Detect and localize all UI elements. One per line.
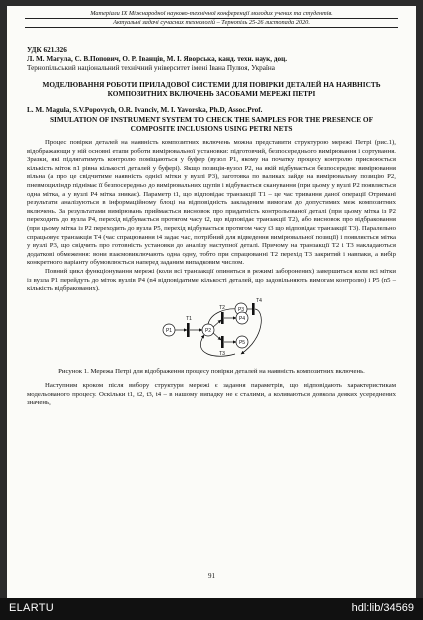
title-en: SIMULATION OF INSTRUMENT SYSTEM TO CHECK THE SAMPLES FOR THE PRESENCE OF COMPOSITE INCLUSIONS USING PETRI NETS [49,115,374,133]
paragraph-1: Процес повірки деталей на наявність композитних включень можна представити структурою мережі Петрі (рис.1), відображающи у ній основні етапи роботи вимірювальної установки: підготовчий, безпосереднього вимірювання і сортування. Зразки, які підлягатимуть контролю поміщаються у буфер (вузол Р1, якому на початку процесу контролю присвоюється кількість міток n1 рівна кількості деталей у буфері). Якщо позиція-вузол Р2, на якій відбувається безпосереднє вимірювання вільна (а про це свідчитиме наявність однієї мітки у вузлі Р3), заготовка по валиках зайде на вимірювальну позицію Р2, пневмоциліндр піднімає її безпосередньо до вимірювальних щупів і відбувається сканування (при цьому у вузлі Р2 появляється одна мітка, а у вузлі Р4 мітка зникає). Параметр t1, що відповідає транзакції Т1 – це час тривання даної операції Отримані результати аналізуються в інформаційному блоці на відповідність закладеним вимогам до допустимих меж композитних включень. За результатами вимірювань приймається висновок про придатність контрольованої деталі (при цьому мітка із Р2 переходить до вузла Р4, перехід відбувається протягом часу t2, що відповідає транзакції Т2), або висновок про відбраковання (при цьому мітка із Р2 переходить до вузла Р5, перехід відбувається протягом часу t3 що відповідає транзакції Т3). Паралельно спрацьовує транзакція Т4 (час спрацювання t4 задає час, потрібний для відведення вимірювальної позиції) і появляється мітка у вузлі Р3, що свідчить про готовність установки до аналізу наступної деталі. Причому на транзакції Т2 і Т3 накладаються додаткові обмеження: вони взаємовиключають одна одну, тобто при спрацюванні Т2 перехід Т3 закритий і навпаки, а вибір конкретного варіанту обумовлюється наперед заданим випадковим числом. [27,139,396,267]
petri-net-figure [27,298,396,364]
label-p5: P5 [238,339,246,346]
transition-t1 [187,323,190,337]
transition-t3 [221,336,224,348]
label-p2: P2 [204,327,212,334]
header-line-1: Матеріали ІХ Міжнародної науково-технічної конференції молодих учених та студентів. [25,10,398,19]
paragraph-2: Повний цикл функціонування мережі (коли всі транзакції опиняться в режимі заборонених) завершиться коли всі мітки із вузла Р1 перейдуть до міток вузлів Р4 (n4 відповідатиме кількості деталей, що задовільняють вимогам контролю) і Р5 (n5 – кількість відбракованих). [27,267,396,293]
udk-code: УДК 621.326 [27,46,67,54]
label-t3: T3 [219,350,225,357]
title-ua: МОДЕЛЮВАННЯ РОБОТИ ПРИЛАДОВОЇ СИСТЕМИ ДЛЯ ПОВІРКИ ДЕТАЛЕЙ НА НАЯВНІСТЬ КОМПОЗИТНИХ ВКЛЮЧЕНЬ ЗАСОБАМИ МЕРЕЖІ ПЕТРІ [42,80,381,98]
handle-id: hdl:lib/34569 [351,602,414,614]
figure-caption: Рисунок 1. Мережа Петрі для відображення процесу повірки деталей на наявність композитних включень. [58,367,365,375]
label-p1: P1 [165,327,173,334]
label-p3: P3 [237,306,245,313]
conference-header [25,10,398,28]
authors-ua: Л. М. Магула, С. В.Попович, О. Р. Іванців, М. І. Яворська, канд. техн. наук, доц. [27,55,288,63]
article-content [27,46,396,408]
repository-name: ELARTU [9,602,54,614]
transition-t2 [221,312,224,324]
authors-en: L. M. Magula, S.V.Popovych, O.R. Ivanciv, M. I. Yavorska, Ph.D, Assoc.Prof. [27,106,263,114]
label-t2: T2 [219,304,225,311]
header-line-2: Актуальні задачі сучасних технологій – Тернопіль 25-26 листопада 2020. [25,19,398,28]
paper-page [7,6,416,598]
affiliation: Тернопільський національний технічний університет імені Івана Пулюя, Україна [27,64,275,72]
footer-bar [0,598,423,620]
petri-net-diagram [155,298,275,364]
page-number: 91 [208,572,215,580]
label-p4: P4 [238,315,246,322]
label-t1: T1 [186,315,192,322]
label-t4: T4 [256,297,262,304]
paragraph-3: Наступним кроком після вибору структури мережі є задання параметрів, що відповідають характеристикам модельованого процесу. Оскільки t1, t2, t3, t4 – в нашому випадку не є сталими, а коливаються довкола деяких усереднених значень, [27,382,396,407]
transition-t4 [252,303,255,315]
